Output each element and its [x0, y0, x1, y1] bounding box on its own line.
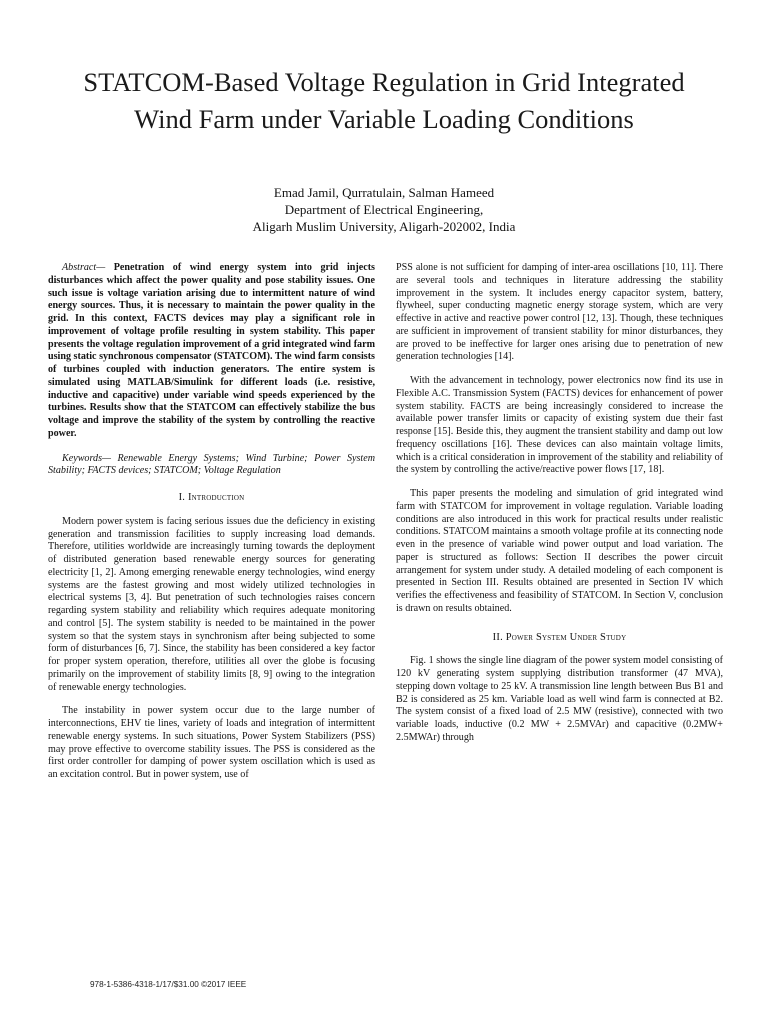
paper-title: STATCOM-Based Voltage Regulation in Grid Integrated Wind Farm under Variable Loading Conditions [83, 67, 685, 134]
abstract [48, 262, 375, 441]
left-column [48, 262, 375, 782]
author-block [60, 184, 708, 235]
intro-paragraph-5: This paper presents the modeling and simulation of grid integrated wind farm with STATCOM for improvement in voltage regulation. Variable loading conditions are also introduced in this work for practical results under realistic conditions. STATCOM maintains a smooth voltage profile at its connecting node even in the presence of variable wind power output and load variation. The paper is structured as follows: Section II describes the power circuit arrangement for system under study. A detailed modeling of each component is presented in Section III. Results obtained are presented in Section IV which verifies the effectiveness and feasibility of STATCOM. In Section V, conclusion is drawn on results obtained. [396, 488, 723, 614]
intro-paragraph-4: With the advancement in technology, power electronics now find its use in Flexible A.C. Transmission System (FACTS) devices for enhancement of power system stability. FACTS are being increasingly considered to increase the available power transfer limits or capacity of existing system due their fast response [15]. Beside this, they augment the transient stability and damp out low frequency oscillations [16]. These devices can also maintain voltage limits, which is a critical consideration in improvement of the stability and reliability of the system by controlling the active/reactive power flows [17, 18]. [396, 375, 723, 476]
section-heading-introduction: I. Introduction [178, 492, 245, 503]
right-column [396, 262, 723, 745]
power-system-paragraph-1: Fig. 1 shows the single line diagram of the power system model consisting of 120 kV generating system supplying distribution transformer (47 MVA), stepping down voltage to 25 kV. A transmission line length between Bus B1 and B2 is considered as 25 km. Variable load as well wind farm is connected at B2. The system consist of a fixed load of 2.5 MW (resistive), connected with two variable loads, inductive (0.2 MW + 2.5MVAr) and capacitive (0.2MW+ 2.5MWAr) through [396, 655, 723, 743]
intro-paragraph-3: PSS alone is not sufficient for damping of inter-area oscillations [10, 11]. There are several tools and techniques in literature addressing the stability improvement in the system. It includes energy capacitor system, battery, flywheel, super conducting magnetic energy storage system, which are very effective in active and reactive power control [12, 13]. Though, these techniques are sufficient in improvement of transient stability for minor disturbances, they are proved to be ineffective for larger ones arising due to penetration of new generation technologies [14]. [396, 262, 723, 363]
section-heading-power-system: II. Power System Under Study [492, 631, 627, 643]
intro-paragraph-1: Modern power system is facing serious issues due the deficiency in existing generation and transmission facilities to supply increasing load demands. Therefore, utilities worldwide are increasingly turning towards the deployment of distributed generation based renewable energy sources for generating electricity [1, 2]. Among emerging renewable energy technologies, wind energy systems are the fastest growing and most widely utilized technologies in electrical systems [3, 4]. But penetration of such technologies raises concern regarding system stability and reliability which requires adequate monitoring and control [5]. The system stability is needed to be maintained in the power system so that the system stays in synchronism after being subjected to some form of disturbances [6, 7]. Since, the stability has been considered a key factor for proper system operation, therefore, utilities all over the globe is focusing primarily on the improvement of stability limits [8, 9] owing to the integration of renewable energy technologies. [48, 515, 375, 693]
keywords: Keywords— Renewable Energy Systems; Wind Turbine; Power System Stability; FACTS devices; STATCOM; Voltage Regulation [48, 452, 375, 477]
author-department: Department of Electrical Engineering, [284, 202, 484, 217]
author-university: Aligarh Muslim University, Aligarh-202002, India [252, 219, 516, 234]
intro-paragraph-2: The instability in power system occur due to the large number of interconnections, EHV tie lines, variety of loads and integration of intermittent renewable energy systems. In such situations, Power System Stabilizers (PSS) may prove effective to overcome stability issues. The PSS is considered as the first order controller for damping of power system oscillation which is used as an excitation control. But in power system, use of [48, 705, 375, 780]
abstract-lead: Abstract— [62, 262, 106, 273]
abstract-text: Penetration of wind energy system into grid injects disturbances which affect the power quality and pose stability issues. One such issue is voltage variation arising due to intermittent nature of wind energy sources. Thus, it is necessary to maintain the power quality in the grid. In this context, FACTS devices may play a significant role in improvement of voltage profile resulting in system stability. This paper presents the voltage regulation improvement of a grid integrated wind farm using static synchronous compensator (STATCOM). The wind farm consists of turbines coupled with induction generators. The entire system is simulated using MATLAB/Simulink for different loads (i.e. resistive, inductive and capacitive) under variable wind speeds experienced by the turbines. Results show that the STATCOM can effectively stabilize the bus voltage and improve the stability of the system by controlling the reactive power. [48, 262, 375, 439]
copyright-footer: 978-1-5386-4318-1/17/$31.00 ©2017 IEEE [90, 980, 247, 989]
author-names: Emad Jamil, Qurratulain, Salman Hameed [273, 185, 495, 200]
